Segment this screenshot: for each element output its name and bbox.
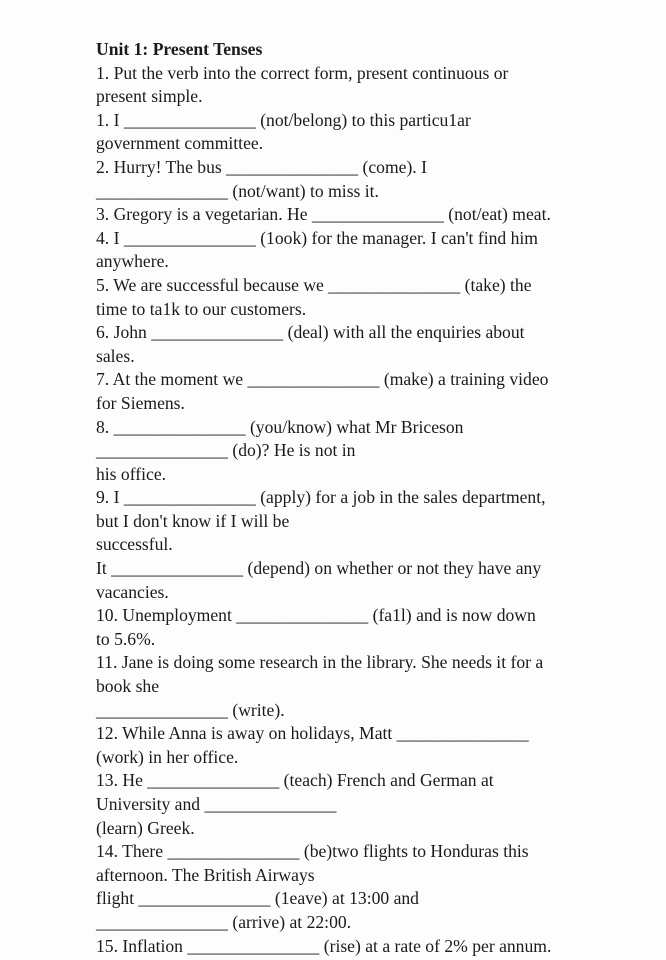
- exercise-line: government committee.: [96, 133, 264, 154]
- exercise-line: 12. While Anna is away on holidays, Matt _______________: [96, 723, 529, 744]
- instruction-line: 1. Put the verb into the correct form, present continuous or: [96, 62, 509, 83]
- exercise-line: time to ta1k to our customers.: [96, 298, 307, 319]
- exercise-line: 8. _______________ (you/know) what Mr Briceson: [96, 416, 464, 437]
- exercise-line: 15. Inflation _______________ (rise) at a rate of 2% per annum.: [96, 935, 552, 956]
- exercise-line: It _______________ (depend) on whether or not they have any: [96, 558, 542, 579]
- exercise-line: University and _______________: [96, 794, 337, 814]
- exercise-line: _______________ (write).: [96, 699, 285, 720]
- exercise-line: vacancies.: [96, 581, 169, 602]
- exercise-line: 6. John _______________ (deal) with all the enquiries about: [96, 322, 525, 343]
- exercise-line: his office.: [96, 463, 167, 484]
- exercise-line: (work) in her office.: [96, 746, 239, 767]
- exercise-line: but I don't know if I will be: [96, 510, 290, 531]
- exercise-line: 13. He _______________ (teach) French and German at: [96, 770, 494, 791]
- exercise-line: for Siemens.: [96, 392, 185, 413]
- instruction-line: present simple.: [96, 86, 203, 107]
- exercise-line: 2. Hurry! The bus _______________ (come). I: [96, 156, 427, 177]
- exercise-line: 9. I _______________ (apply) for a job in the sales department,: [96, 487, 546, 508]
- exercise-line: 11. Jane is doing some research in the library. She needs it for a: [96, 652, 544, 673]
- exercise-line: 7. At the moment we _______________ (make) a training video: [96, 369, 549, 390]
- exercise-line: 4. I _______________ (1ook) for the manager. I can't find him: [96, 227, 538, 248]
- exercise-line: 14. There _______________ (be)two flights to Honduras this: [96, 841, 529, 862]
- exercise-line: flight _______________ (1eave) at 13:00 and: [96, 888, 419, 909]
- exercise-line: (learn) Greek.: [96, 817, 195, 838]
- exercise-line: 10. Unemployment _______________ (fa1l) and is now down: [96, 605, 536, 626]
- exercise-line: afternoon. The British Airways: [96, 864, 315, 885]
- exercise-line: successful.: [96, 534, 173, 555]
- exercise-line: _______________ (arrive) at 22:00.: [96, 911, 352, 932]
- exercise-line: _______________ (not/want) to miss it.: [96, 180, 379, 201]
- exercise-line: 5. We are successful because we _______________ (take) the: [96, 274, 532, 295]
- exercise-line: _______________ (do)? He is not in: [96, 440, 356, 461]
- exercise-line: book she: [96, 676, 160, 697]
- exercise-line: to 5.6%.: [96, 628, 156, 649]
- worksheet-content: [96, 38, 636, 958]
- exercise-line: 1. I _______________ (not/belong) to this particu1ar: [96, 109, 471, 130]
- exercise-line: 3. Gregory is a vegetarian. He _______________ (not/eat) meat.: [96, 204, 551, 225]
- exercise-line: sales.: [96, 345, 135, 366]
- unit-title: Unit 1: Present Tenses: [96, 39, 263, 59]
- exercise-line: anywhere.: [96, 251, 169, 272]
